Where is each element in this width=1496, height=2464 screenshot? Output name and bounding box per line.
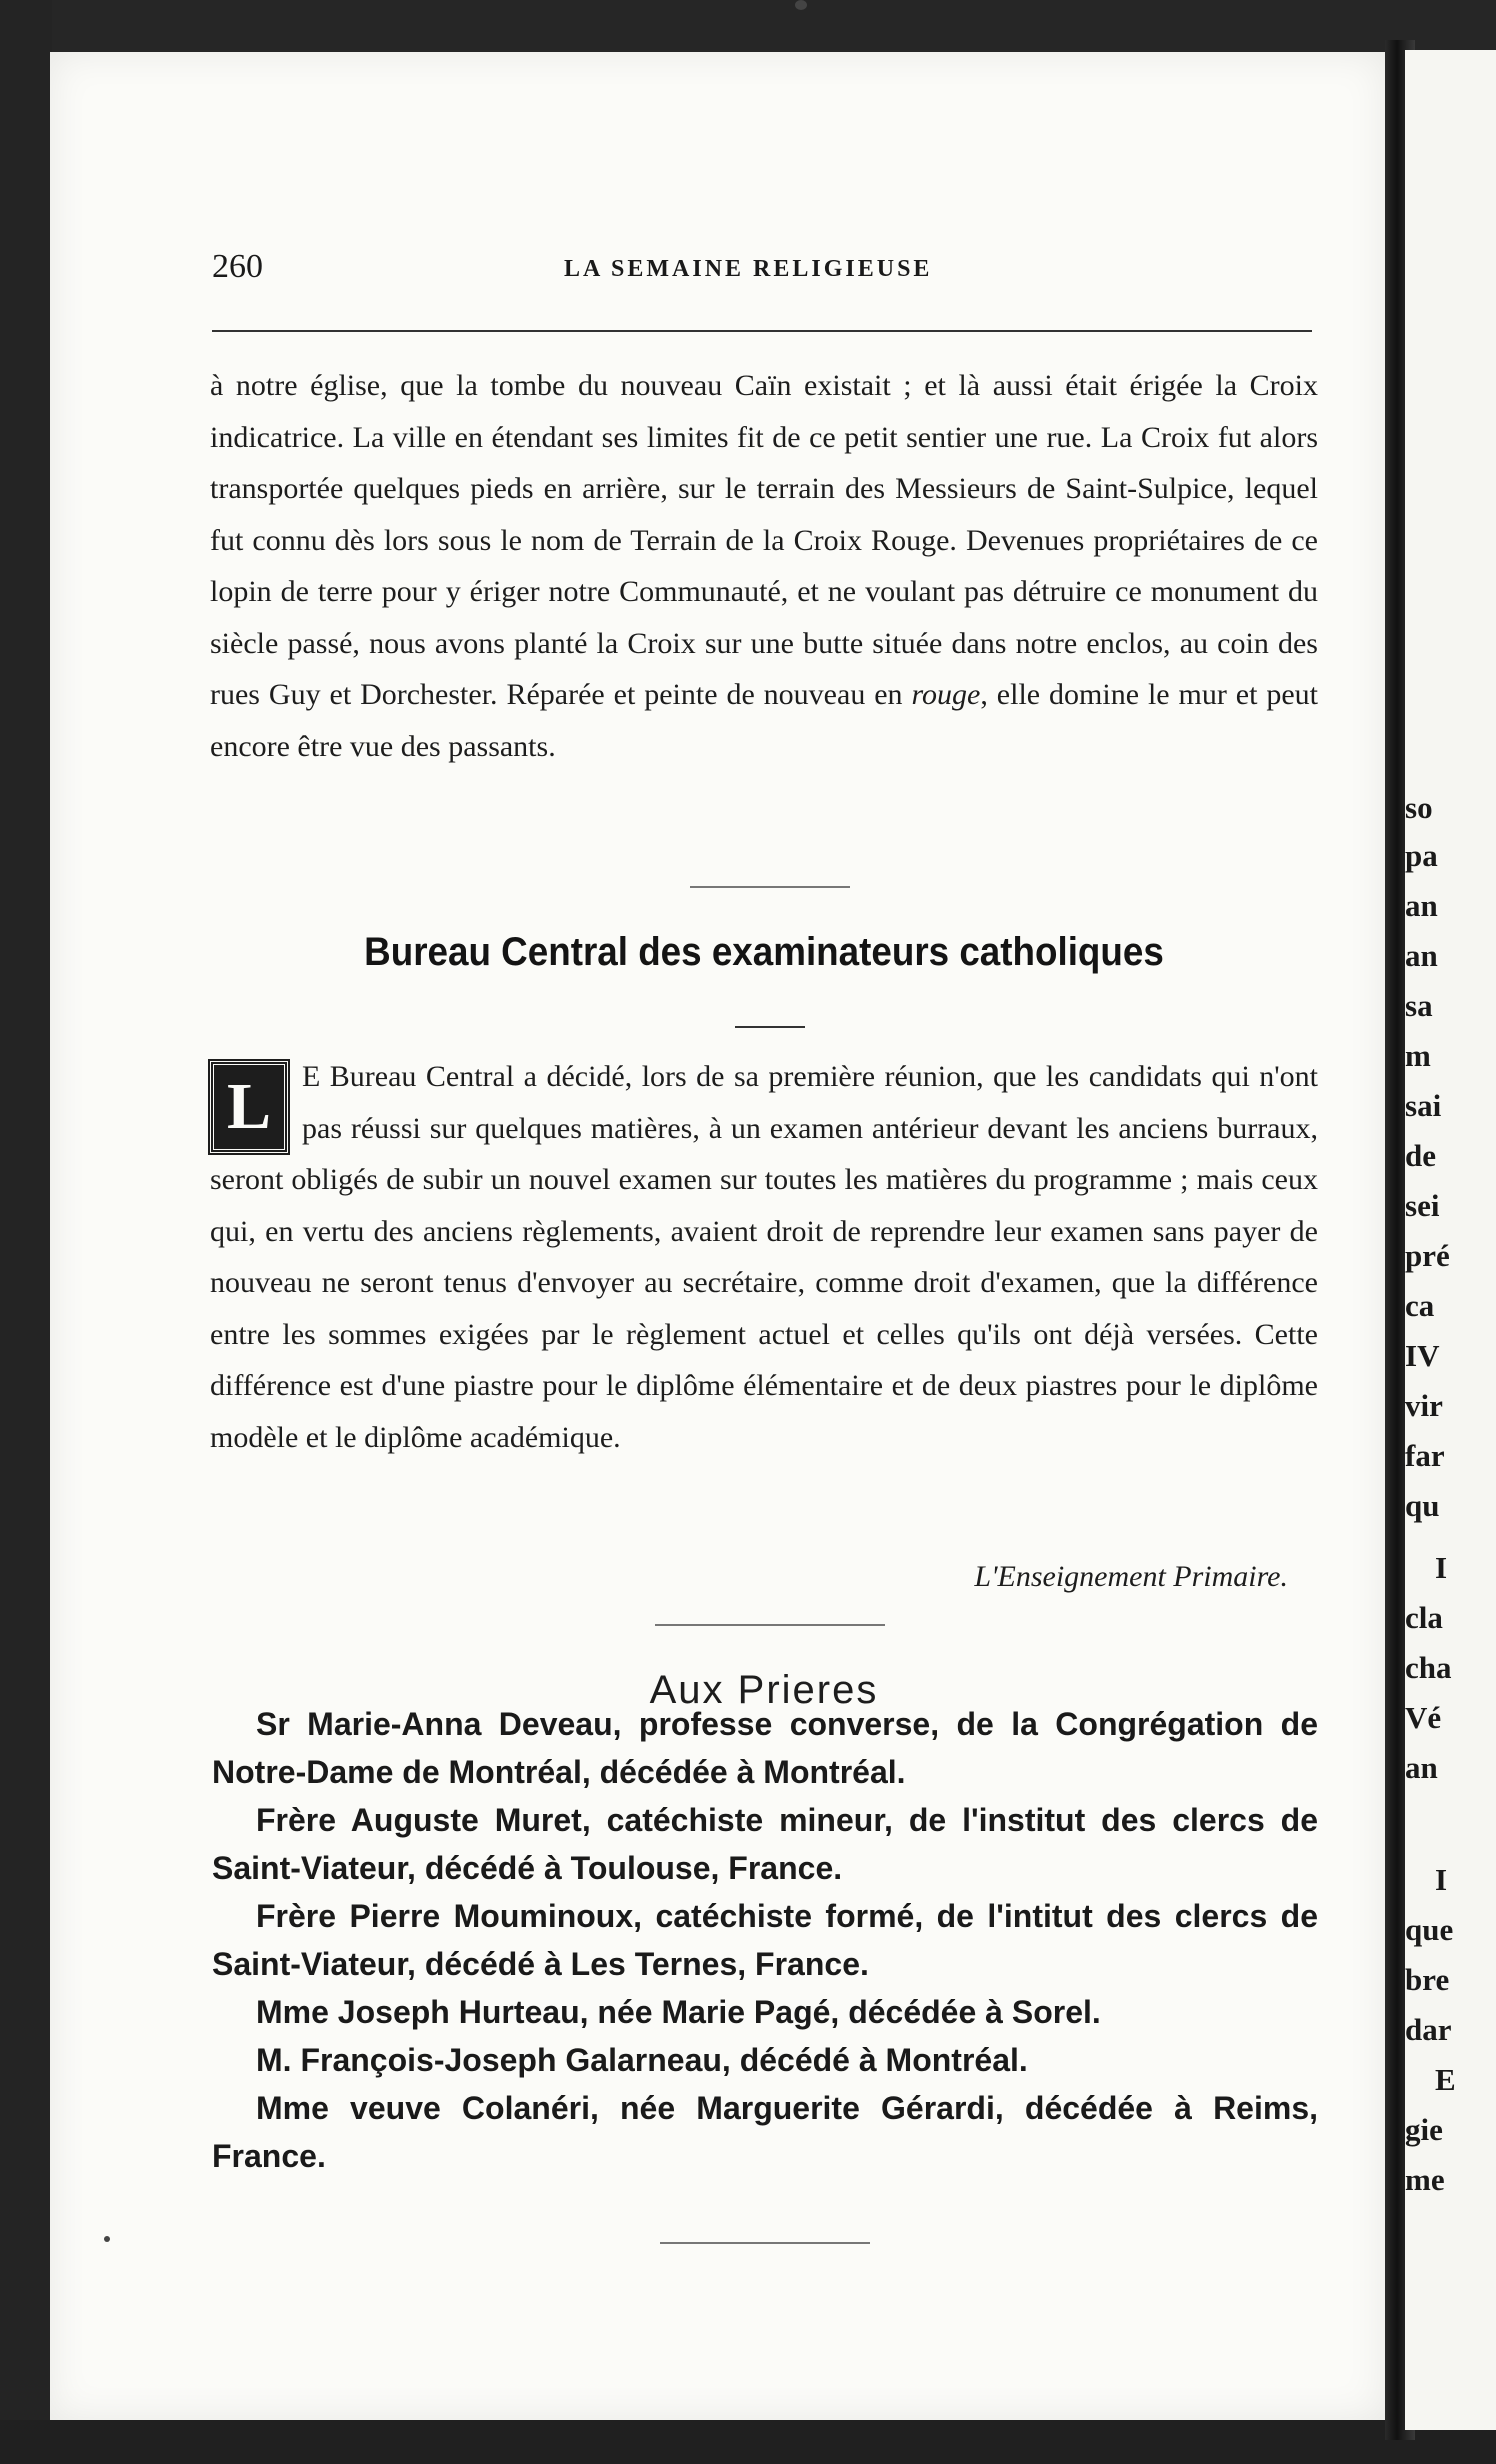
adjacent-text-fragment: bre	[1405, 1962, 1450, 1997]
article-paragraph: à notre église, que la tombe du nouveau Caïn existait ; et là aussi était érigée la Croix indicatrice. La ville en étendant ses limites fit de ce petit sentier une rue. La Croix fut alors transportée quelques pieds en arrière, sur le terrain des Messieurs de Saint-Sulpice, lequel fut connu dès lors sous le nom de Terrain de la Croix Rouge. Devenues propriétaires de ce lopin de terre pour y ériger notre Communauté, et ne voulant pas détruire ce monument du siècle passé, nous avons planté la Croix sur une butte située dans notre enclos, au coin des rues Guy et Dorchester. Réparée et peinte de nouveau en rouge, elle domine le mur et peut encore être vue des passants.	[210, 369, 1318, 763]
adjacent-text-fragment: an	[1405, 888, 1438, 923]
adjacent-text-fragment: cla	[1405, 1600, 1443, 1635]
list-item: Sr Marie-Anna Deveau, professe converse, de la Congrégation de Notre-Dame de Montréal, décédée à Montréal.	[212, 1706, 1318, 1790]
adjacent-text-fragment: m	[1405, 1038, 1431, 1073]
scan-speck	[104, 2236, 110, 2242]
scan-border-top	[0, 0, 1496, 52]
source-attribution: L'Enseignement Primaire.	[974, 1560, 1288, 1593]
scan-border-bottom	[0, 2420, 1496, 2464]
adjacent-text-fragment: far	[1405, 1438, 1445, 1473]
adjacent-text-fragment: cha	[1405, 1650, 1452, 1685]
adjacent-text-fragment: sei	[1405, 1188, 1440, 1223]
adjacent-text-fragment: an	[1405, 1750, 1438, 1785]
scan-border-left	[0, 0, 52, 2464]
list-item: M. François-Joseph Galarneau, décédé à Montréal.	[256, 2042, 1028, 2078]
adjacent-text-fragment: sa	[1405, 988, 1433, 1023]
page-header	[212, 248, 1318, 298]
italic-word: rouge	[911, 678, 981, 711]
adjacent-text-fragment: I	[1435, 1550, 1448, 1585]
adjacent-text-fragment: de	[1405, 1138, 1436, 1173]
adjacent-text-fragment: ca	[1405, 1288, 1435, 1323]
adjacent-text-fragment: I	[1435, 1862, 1448, 1897]
list-item: Frère Pierre Mouminoux, catéchiste formé, de l'intitut des clercs de Saint-Viateur, décédé à Les Ternes, France.	[212, 1898, 1318, 1982]
adjacent-text-fragment: pré	[1405, 1238, 1450, 1273]
section-divider	[660, 2242, 870, 2244]
section-title: Aux Prieres	[649, 1668, 879, 1712]
header-rule	[212, 330, 1312, 332]
drop-cap: L	[210, 1061, 288, 1153]
adjacent-text-fragment: gie	[1405, 2112, 1443, 2147]
adjacent-text-fragment: IV	[1405, 1338, 1440, 1373]
adjacent-text-fragment: so	[1405, 790, 1433, 825]
list-item: Frère Auguste Muret, catéchiste mineur, de l'institut des clercs de Saint-Viateur, décédé à Toulouse, France.	[212, 1802, 1318, 1886]
adjacent-text-fragment: an	[1405, 938, 1438, 973]
adjacent-text-fragment: me	[1405, 2162, 1445, 2197]
adjacent-text-fragment: Vé	[1405, 1700, 1442, 1735]
adjacent-text-fragment: qu	[1405, 1488, 1440, 1523]
section-title: Bureau Central des examinateurs catholiques	[364, 930, 1164, 974]
article-paragraph: L E Bureau Central a décidé, lors de sa première réunion, que les candidats qui n'ont pas réussi sur quelques matières, à un examen antérieur devant les anciens burraux, seront obligés de subir un nouvel examen sur toutes les matières du programme ; mais ceux qui, en vertu des anciens règlements, avaient droit de reprendre leur examen sans payer de nouveau ne seront tenus d'envoyer au secrétaire, comme droit d'examen, que la différence entre les sommes exigées par le règlement actuel et celles qu'ils ont déjà versées. Cette différence est d'une piastre pour le diplôme élémentaire et de deux piastres pour le diplôme modèle et le diplôme académique.	[210, 1060, 1318, 1454]
adjacent-text-fragment: E	[1435, 2062, 1456, 2097]
section-divider	[690, 886, 850, 888]
adjacent-text-fragment: dar	[1405, 2012, 1452, 2047]
adjacent-text-fragment: vir	[1405, 1388, 1443, 1423]
adjacent-text-fragment: que	[1405, 1912, 1454, 1947]
list-item: Mme Joseph Hurteau, née Marie Pagé, décédée à Sorel.	[256, 1994, 1101, 2030]
title-rule	[735, 1026, 805, 1028]
running-title: LA SEMAINE RELIGIEUSE	[564, 256, 933, 282]
scan-speck	[795, 0, 807, 10]
adjacent-text-fragment: sai	[1405, 1088, 1442, 1123]
section-divider	[655, 1624, 885, 1626]
page-number: 260	[212, 248, 263, 285]
adjacent-text-fragment: pa	[1405, 838, 1438, 873]
adjacent-page-edge	[1405, 50, 1496, 2430]
list-item: Mme veuve Colanéri, née Marguerite Gérardi, décédée à Reims, France.	[212, 2090, 1318, 2174]
